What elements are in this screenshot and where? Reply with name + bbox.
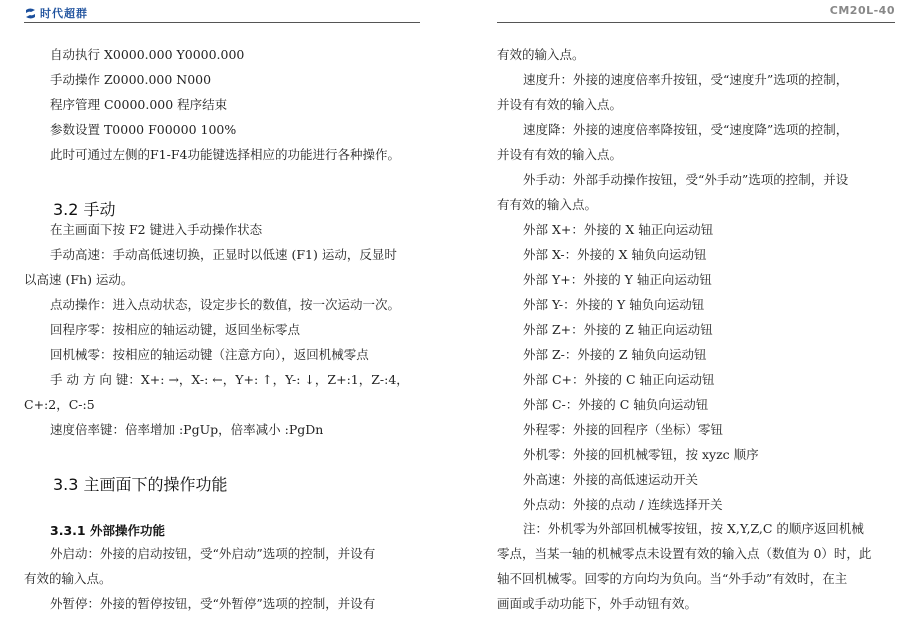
paragraph-cont: 有有效的输入点。	[497, 197, 598, 212]
section-heading-3-2: 3.2 手动	[53, 200, 116, 219]
list-item: 外部 C+：外接的 C 轴正向运动钮	[523, 372, 715, 387]
note-paragraph: 注：外机零为外部回机械零按钮，按 X,Y,Z,C 的顺序返回机械	[523, 521, 864, 536]
paragraph: 回程序零：按相应的轴运动键，返回坐标零点	[50, 322, 301, 337]
list-item: 外机零：外接的回机械零钮，按 xyzc 顺序	[523, 447, 759, 462]
list-item: 外点动：外接的点动 / 连续选择开关	[523, 497, 723, 512]
list-item: 外部 C-：外接的 C 轴负向运动钮	[523, 397, 709, 412]
note-paragraph-cont: 零点，当某一轴的机械零点未设置有效的输入点（数值为 0）时，此	[497, 546, 872, 561]
list-item: 外部 Z+：外接的 Z 轴正向运动钮	[523, 322, 713, 337]
paragraph-cont: 并设有有效的输入点。	[497, 97, 623, 112]
paragraph: 外暂停：外接的暂停按钮，受“外暂停”选项的控制，并设有	[50, 596, 376, 611]
list-item: 外部 Y-：外接的 Y 轴负向运动钮	[523, 297, 705, 312]
screen-line-auto: 自动执行 X0000.000 Y0000.000	[50, 47, 245, 62]
paragraph: 在主画面下按 F2 键进入手动操作状态	[50, 222, 263, 237]
section-heading-3-3: 3.3 主画面下的操作功能	[53, 475, 228, 494]
page-header-right	[497, 0, 895, 23]
screen-line-params: 参数设置 T0000 F00000 100%	[50, 122, 237, 137]
note-paragraph-cont: 轴不回机械零。回零的方向均为负向。当“外手动”有效时，在主	[497, 571, 848, 586]
paragraph: 点动操作：进入点动状态，设定步长的数值，按一次运动一次。	[50, 297, 401, 312]
subsection-heading-3-3-1: 3.3.1 外部操作功能	[50, 523, 165, 538]
list-item: 外部 X+：外接的 X 轴正向运动钮	[523, 222, 714, 237]
paragraph: 外启动：外接的启动按钮，受“外启动”选项的控制，并设有	[50, 546, 376, 561]
paragraph: 外手动：外部手动操作按钮，受“外手动”选项的控制，并设	[523, 172, 849, 187]
paragraph: 此时可通过左侧的F1-F4功能键选择相应的功能进行各种操作。	[50, 147, 400, 162]
model-number: CM20L-40	[829, 4, 895, 17]
page-header-left	[24, 0, 420, 23]
brand-logo-icon	[24, 7, 37, 20]
list-item: 外高速：外接的高低速运动开关	[523, 472, 699, 487]
list-item: 外部 X-：外接的 X 轴负向运动钮	[523, 247, 707, 262]
list-item: 外部 Z-：外接的 Z 轴负向运动钮	[523, 347, 707, 362]
paragraph: 手动高速：手动高低速切换，正显时以低速 (F1) 运动，反显时	[50, 247, 397, 262]
paragraph-cont: 有效的输入点。	[24, 571, 112, 586]
screen-line-manual: 手动操作 Z0000.000 N000	[50, 72, 212, 87]
brand-logo	[24, 5, 88, 21]
list-item: 外部 Y+：外接的 Y 轴正向运动钮	[523, 272, 712, 287]
paragraph: 回机械零：按相应的轴运动键（注意方向），返回机械零点	[50, 347, 369, 362]
paragraph: 手 动 方 向 键：X+: →，X-: ←，Y+: ↑，Y-: ↓，Z+:1，Z-:4，	[50, 372, 409, 387]
screen-line-program: 程序管理 C0000.000 程序结束	[50, 97, 228, 112]
brand-name: 时代超群	[40, 7, 88, 20]
paragraph-cont: C+:2，C-:5	[24, 397, 95, 412]
paragraph: 速度降：外接的速度倍率降按钮，受“速度降”选项的控制，	[523, 122, 849, 137]
paragraph-cont: 以高速 (Fh) 运动。	[24, 272, 134, 287]
list-item: 外程零：外接的回程序（坐标）零钮	[523, 422, 724, 437]
paragraph: 速度升：外接的速度倍率升按钮，受“速度升”选项的控制，	[523, 72, 849, 87]
note-paragraph-cont: 画面或手动功能下，外手动钮有效。	[497, 596, 698, 611]
paragraph-cont: 并设有有效的输入点。	[497, 147, 623, 162]
paragraph-cont: 有效的输入点。	[497, 47, 585, 62]
paragraph: 速度倍率键：倍率增加 :PgUp，倍率减小 :PgDn	[50, 422, 324, 437]
